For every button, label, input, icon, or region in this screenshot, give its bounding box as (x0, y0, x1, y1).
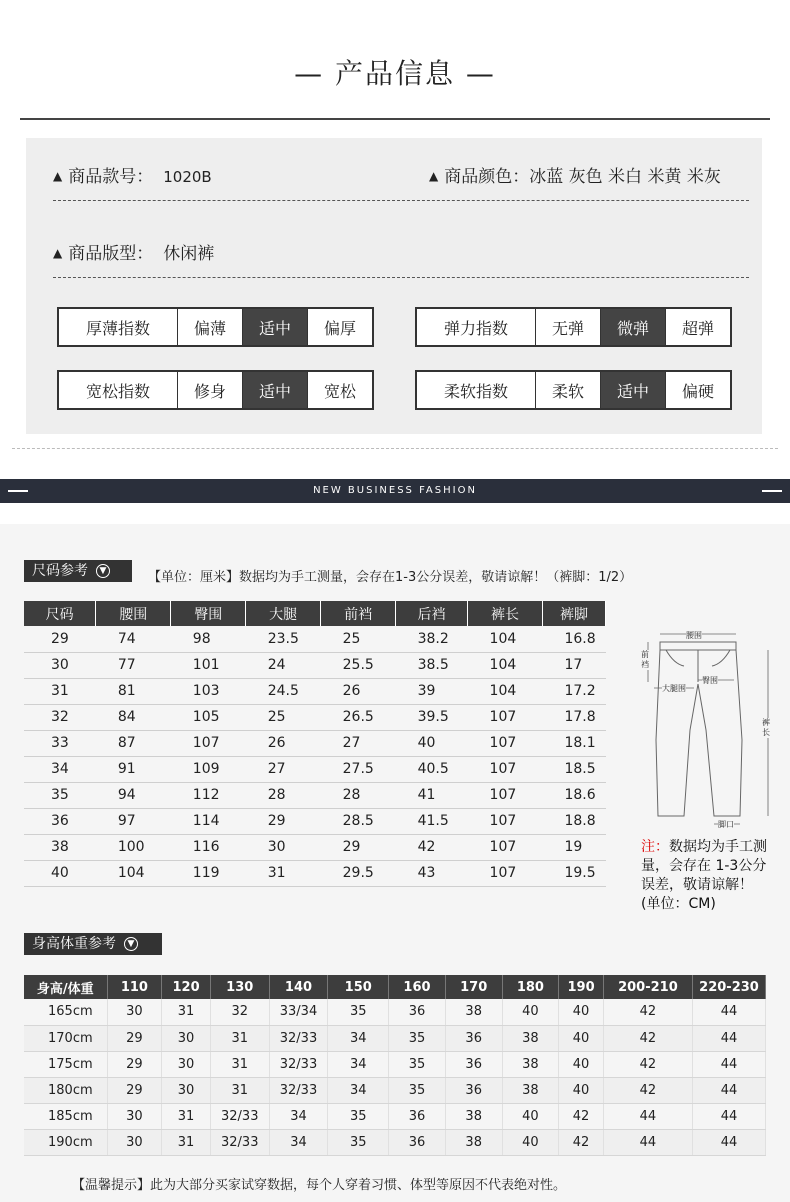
section-banner (0, 479, 790, 503)
table-cell: 42 (603, 1077, 692, 1103)
banner-dash-right (762, 490, 782, 492)
table-cell: 28 (246, 782, 321, 808)
table-cell: 19.5 (542, 860, 605, 886)
table-cell: 35 (389, 1025, 446, 1051)
table-cell: 175cm (24, 1051, 107, 1077)
diagram-label-waist: 腰围 (686, 631, 702, 640)
table-cell: 105 (171, 704, 246, 730)
table-cell: 97 (96, 808, 171, 834)
table-cell: 42 (603, 1051, 692, 1077)
table-header-row (24, 975, 766, 999)
table-cell: 35 (389, 1051, 446, 1077)
table-cell: 104 (468, 626, 543, 652)
table-row (24, 1129, 766, 1155)
table-cell: 38 (24, 834, 96, 860)
table-cell: 26 (246, 730, 321, 756)
table-cell: 31 (210, 1077, 269, 1103)
height-weight-table (24, 975, 766, 1156)
table-cell: 26 (321, 678, 396, 704)
measurement-note (641, 838, 771, 914)
index-option: 宽松 (307, 372, 372, 408)
table-cell: 27 (321, 730, 396, 756)
table-cell: 29 (321, 834, 396, 860)
table-cell: 42 (559, 1129, 604, 1155)
table-header: 110 (107, 975, 162, 999)
table-cell: 33/34 (269, 999, 328, 1025)
table-cell: 34 (24, 756, 96, 782)
index-label: 宽松指数 (85, 381, 150, 401)
table-header: 180 (502, 975, 559, 999)
table-cell: 32/33 (269, 1077, 328, 1103)
fit-row (53, 239, 214, 264)
table-cell: 185cm (24, 1103, 107, 1129)
table-cell: 98 (171, 626, 246, 652)
table-cell: 26.5 (321, 704, 396, 730)
table-cell: 35 (328, 1103, 389, 1129)
table-cell: 77 (96, 652, 171, 678)
table-cell: 42 (603, 1025, 692, 1051)
diagram-label-hem: 脚口 (718, 820, 734, 829)
diagram-label-hip: 臀围 (702, 676, 718, 685)
table-cell: 100 (96, 834, 171, 860)
table-cell: 91 (96, 756, 171, 782)
table-cell: 104 (96, 860, 171, 886)
pants-diagram (638, 620, 783, 832)
table-cell: 31 (246, 860, 321, 886)
hw-ref-tag-label: 身高体重参考 (32, 936, 116, 952)
diagram-label-front-rise: 前裆 (641, 650, 649, 669)
table-cell: 30 (162, 1077, 211, 1103)
table-cell: 107 (468, 730, 543, 756)
table-cell: 43 (396, 860, 468, 886)
note-prefix: 注： (641, 839, 669, 855)
table-cell: 87 (96, 730, 171, 756)
table-cell: 38 (445, 1129, 502, 1155)
model-value: 1020B (163, 168, 212, 186)
table-cell: 44 (692, 1025, 765, 1051)
table-header: 臀围 (171, 601, 246, 626)
table-cell: 38 (445, 999, 502, 1025)
table-cell: 25.5 (321, 652, 396, 678)
looseness-index (57, 370, 374, 410)
table-header: 腰围 (96, 601, 171, 626)
table-cell: 34 (328, 1077, 389, 1103)
table-cell: 30 (162, 1025, 211, 1051)
table-cell: 25 (246, 704, 321, 730)
index-option: 无弹 (535, 309, 600, 345)
table-header: 身高/体重 (24, 975, 107, 999)
table-cell: 29.5 (321, 860, 396, 886)
table-cell: 107 (468, 704, 543, 730)
table-cell: 18.5 (542, 756, 605, 782)
table-cell: 107 (468, 756, 543, 782)
table-cell: 32 (210, 999, 269, 1025)
fit-value: 休闲裤 (163, 244, 215, 264)
table-row (24, 704, 606, 730)
table-cell: 34 (328, 1025, 389, 1051)
table-cell: 36 (389, 999, 446, 1025)
table-cell: 39.5 (396, 704, 468, 730)
index-option: 偏厚 (307, 309, 372, 345)
softness-index (415, 370, 732, 410)
table-cell: 104 (468, 652, 543, 678)
table-header-row (24, 601, 606, 626)
diagram-label-thigh: 大腿围 (662, 684, 686, 693)
table-cell: 190cm (24, 1129, 107, 1155)
table-cell: 107 (171, 730, 246, 756)
page-title: — 产品信息 — (294, 57, 496, 90)
table-row (24, 834, 606, 860)
table-cell: 25 (321, 626, 396, 652)
table-cell: 18.8 (542, 808, 605, 834)
table-cell: 17.2 (542, 678, 605, 704)
table-cell: 34 (269, 1129, 328, 1155)
table-cell: 35 (328, 999, 389, 1025)
table-cell: 36 (445, 1077, 502, 1103)
table-cell: 42 (396, 834, 468, 860)
table-header: 160 (389, 975, 446, 999)
table-header: 140 (269, 975, 328, 999)
table-cell: 29 (107, 1077, 162, 1103)
table-cell: 40 (559, 999, 604, 1025)
table-cell: 24.5 (246, 678, 321, 704)
table-row (24, 678, 606, 704)
table-cell: 31 (162, 999, 211, 1025)
table-header: 裤长 (468, 601, 543, 626)
table-cell: 35 (328, 1129, 389, 1155)
table-cell: 114 (171, 808, 246, 834)
page-title-text: 产品信息 (334, 57, 455, 90)
table-cell: 44 (603, 1129, 692, 1155)
table-cell: 34 (269, 1103, 328, 1129)
size-ref-tag (24, 560, 132, 582)
table-cell: 36 (24, 808, 96, 834)
table-cell: 107 (468, 782, 543, 808)
table-row (24, 808, 606, 834)
table-cell: 94 (96, 782, 171, 808)
model-label: 商品款号： (68, 167, 154, 187)
table-cell: 42 (603, 999, 692, 1025)
index-option-selected: 适中 (600, 372, 665, 408)
table-header: 150 (328, 975, 389, 999)
table-cell: 44 (692, 1051, 765, 1077)
index-option: 柔软 (535, 372, 600, 408)
table-cell: 44 (603, 1103, 692, 1129)
chevron-down-icon: ▼ (96, 564, 110, 578)
table-cell: 36 (389, 1103, 446, 1129)
table-cell: 112 (171, 782, 246, 808)
table-cell: 40 (396, 730, 468, 756)
table-cell: 17 (542, 652, 605, 678)
table-cell: 31 (162, 1103, 211, 1129)
model-row (53, 162, 212, 187)
table-row (24, 1103, 766, 1129)
table-row (24, 860, 606, 886)
table-cell: 24 (246, 652, 321, 678)
table-cell: 40 (502, 1103, 559, 1129)
table-cell: 40 (559, 1051, 604, 1077)
table-cell: 40 (502, 999, 559, 1025)
table-cell: 44 (692, 999, 765, 1025)
table-cell: 109 (171, 756, 246, 782)
table-cell: 40 (559, 1077, 604, 1103)
color-label: 商品颜色： (444, 167, 530, 187)
table-cell: 116 (171, 834, 246, 860)
table-cell: 32/33 (210, 1103, 269, 1129)
table-row (24, 1025, 766, 1051)
index-option: 偏硬 (665, 372, 730, 408)
thickness-index (57, 307, 374, 347)
title-divider (20, 118, 770, 120)
index-option-selected: 微弹 (600, 309, 665, 345)
table-cell: 41.5 (396, 808, 468, 834)
table-header: 200-210 (603, 975, 692, 999)
diagram-label-length: 裤长 (762, 718, 770, 737)
table-cell: 31 (210, 1025, 269, 1051)
table-cell: 101 (171, 652, 246, 678)
table-cell: 30 (246, 834, 321, 860)
table-cell: 29 (107, 1051, 162, 1077)
table-cell: 29 (246, 808, 321, 834)
table-header: 120 (162, 975, 211, 999)
banner-text: NEW BUSINESS FASHION (313, 485, 477, 496)
table-cell: 38 (502, 1025, 559, 1051)
table-cell: 31 (210, 1051, 269, 1077)
table-cell: 39 (396, 678, 468, 704)
table-cell: 17.8 (542, 704, 605, 730)
chevron-down-icon: ▼ (124, 937, 138, 951)
table-cell: 119 (171, 860, 246, 886)
table-cell: 34 (328, 1051, 389, 1077)
table-cell: 40.5 (396, 756, 468, 782)
table-cell: 103 (171, 678, 246, 704)
table-cell: 18.1 (542, 730, 605, 756)
table-cell: 30 (24, 652, 96, 678)
table-cell: 35 (389, 1077, 446, 1103)
dashed-divider (53, 200, 749, 201)
table-cell: 27 (246, 756, 321, 782)
triangle-icon: ▲ (429, 169, 439, 183)
triangle-icon: ▲ (53, 169, 63, 183)
index-label: 柔软指数 (443, 381, 508, 401)
size-ref-tag-label: 尺码参考 (32, 563, 88, 579)
table-cell: 31 (24, 678, 96, 704)
fit-label: 商品版型： (68, 244, 154, 264)
index-option: 修身 (177, 372, 242, 408)
table-cell: 170cm (24, 1025, 107, 1051)
elasticity-index (415, 307, 732, 347)
table-cell: 27.5 (321, 756, 396, 782)
table-cell: 42 (559, 1103, 604, 1129)
table-row (24, 730, 606, 756)
table-cell: 107 (468, 808, 543, 834)
table-row (24, 652, 606, 678)
note-text: 数据均为手工测量，会存在 1-3公分误差，敬请谅解！(单位：CM) (641, 839, 767, 912)
table-header: 130 (210, 975, 269, 999)
table-cell: 36 (445, 1051, 502, 1077)
table-cell: 38.5 (396, 652, 468, 678)
hw-ref-tag (24, 933, 162, 955)
table-cell: 30 (107, 1129, 162, 1155)
index-option-selected: 适中 (242, 372, 307, 408)
table-cell: 40 (24, 860, 96, 886)
table-cell: 29 (24, 626, 96, 652)
table-cell: 23.5 (246, 626, 321, 652)
table-cell: 44 (692, 1077, 765, 1103)
table-row (24, 1077, 766, 1103)
table-cell: 107 (468, 860, 543, 886)
table-cell: 32/33 (269, 1025, 328, 1051)
table-cell: 107 (468, 834, 543, 860)
product-info-panel (26, 138, 762, 434)
table-cell: 29 (107, 1025, 162, 1051)
table-cell: 180cm (24, 1077, 107, 1103)
table-cell: 40 (559, 1025, 604, 1051)
table-cell: 18.6 (542, 782, 605, 808)
table-cell: 33 (24, 730, 96, 756)
table-cell: 44 (692, 1103, 765, 1129)
table-cell: 35 (24, 782, 96, 808)
table-header: 170 (445, 975, 502, 999)
index-option-selected: 适中 (242, 309, 307, 345)
warm-tip: 【温馨提示】此为大部分买家试穿数据，每个人穿着习惯、体型等原因不代表绝对性。 (72, 1178, 567, 1193)
table-header: 后裆 (396, 601, 468, 626)
table-header: 大腿 (246, 601, 321, 626)
table-cell: 28 (321, 782, 396, 808)
unit-note: 【单位：厘米】数据均为手工测量，会存在1-3公分误差，敬请谅解！（裤脚：1/2） (148, 570, 633, 585)
table-header: 裤脚 (542, 601, 605, 626)
table-row (24, 756, 606, 782)
table-cell: 38 (502, 1051, 559, 1077)
table-cell: 41 (396, 782, 468, 808)
index-option: 偏薄 (177, 309, 242, 345)
size-table (24, 601, 606, 887)
table-cell: 30 (162, 1051, 211, 1077)
table-row (24, 1051, 766, 1077)
table-cell: 40 (502, 1129, 559, 1155)
dashed-divider (53, 277, 749, 278)
dashed-divider (12, 448, 778, 449)
table-cell: 44 (692, 1129, 765, 1155)
table-cell: 36 (445, 1025, 502, 1051)
table-cell: 28.5 (321, 808, 396, 834)
table-header: 前裆 (321, 601, 396, 626)
table-cell: 74 (96, 626, 171, 652)
triangle-icon: ▲ (53, 246, 63, 260)
table-cell: 38 (445, 1103, 502, 1129)
index-label: 弹力指数 (443, 318, 508, 338)
table-cell: 32/33 (210, 1129, 269, 1155)
color-value: 冰蓝 灰色 米白 米黄 米灰 (529, 167, 721, 187)
table-cell: 165cm (24, 999, 107, 1025)
table-row (24, 999, 766, 1025)
index-option: 超弹 (665, 309, 730, 345)
table-cell: 38.2 (396, 626, 468, 652)
table-cell: 32/33 (269, 1051, 328, 1077)
table-row (24, 626, 606, 652)
table-cell: 30 (107, 1103, 162, 1129)
table-cell: 31 (162, 1129, 211, 1155)
table-cell: 38 (502, 1077, 559, 1103)
table-cell: 84 (96, 704, 171, 730)
table-cell: 81 (96, 678, 171, 704)
color-row (429, 162, 721, 187)
table-cell: 16.8 (542, 626, 605, 652)
table-cell: 19 (542, 834, 605, 860)
table-row (24, 782, 606, 808)
table-cell: 32 (24, 704, 96, 730)
table-cell: 104 (468, 678, 543, 704)
table-cell: 30 (107, 999, 162, 1025)
table-header: 220-230 (692, 975, 765, 999)
table-header: 190 (559, 975, 604, 999)
table-header: 尺码 (24, 601, 96, 626)
index-label: 厚薄指数 (85, 318, 150, 338)
table-cell: 36 (389, 1129, 446, 1155)
